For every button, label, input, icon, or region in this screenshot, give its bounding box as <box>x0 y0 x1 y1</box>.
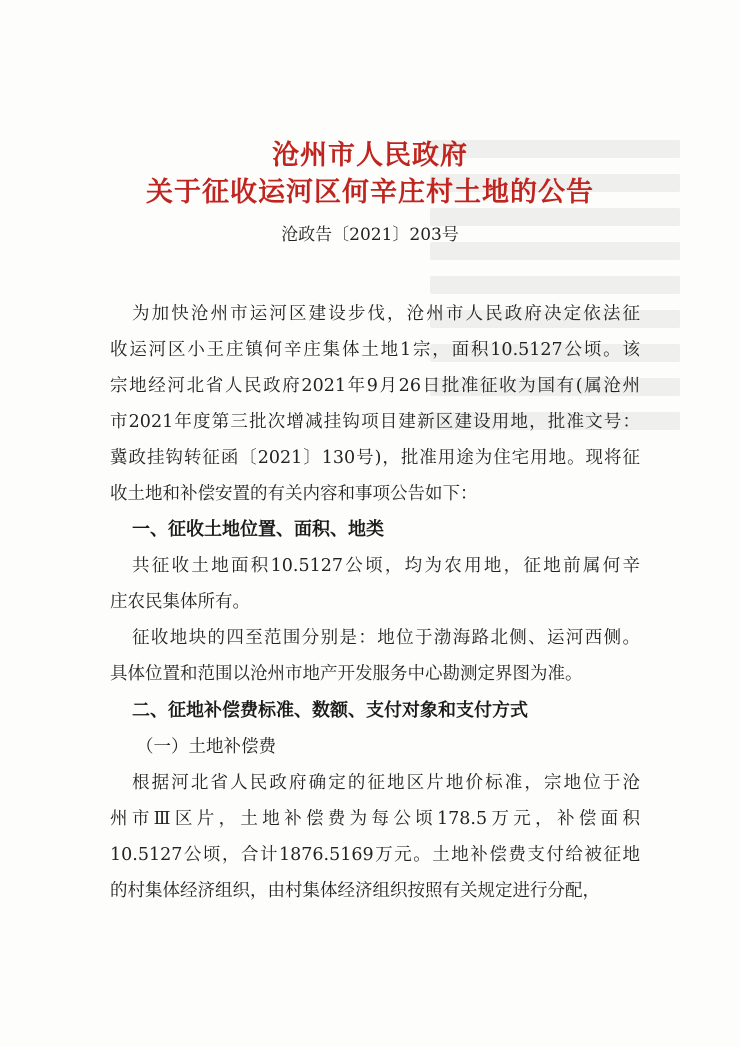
section1-p2-line-1: 征收地块的四至范围分别是：地位于渤海路北侧、运河西侧。 <box>132 628 640 648</box>
intro-line-5: 冀政挂钩转征函〔2021〕130号)，批准用途为住宅用地。现将征 <box>110 448 640 468</box>
section1-p1-line-2: 庄农民集体所有。 <box>110 592 250 612</box>
intro-line-1: 为加快沧州市运河区建设步伐，沧州市人民政府决定依法征 <box>132 304 640 324</box>
intro-line-4: 市2021年度第三批次增减挂钩项目建新区建设用地，批准文号： <box>110 412 640 432</box>
section2-p1-line-3: 10.5127公顷，合计1876.5169万元。土地补偿费支付给被征地 <box>110 845 640 865</box>
section2-p1-line-4: 的村集体经济组织，由村集体经济组织按照有关规定进行分配， <box>110 881 600 901</box>
section2-p1-line-1: 根据河北省人民政府确定的征地区片地价标准，宗地位于沧 <box>132 773 640 793</box>
intro-line-2: 收运河区小王庄镇何辛庄集体土地1宗，面积10.5127公顷。该 <box>110 340 640 360</box>
document-number: 沧政告〔2021〕203号 <box>281 225 459 245</box>
intro-line-3: 宗地经河北省人民政府2021年9月26日批准征收为国有(属沧州 <box>110 376 640 396</box>
section2-sub1-heading: （一）土地补偿费 <box>136 737 276 757</box>
announcement-title: 关于征收运河区何辛庄村土地的公告 <box>146 177 594 208</box>
section1-p2-line-2: 具体位置和范围以沧州市地产开发服务中心勘测定界图为准。 <box>110 664 583 684</box>
issuer-title: 沧州市人民政府 <box>272 140 468 171</box>
intro-line-6: 收土地和补偿安置的有关内容和事项公告如下： <box>110 484 478 504</box>
section1-p1-line-1: 共征收土地面积10.5127公顷，均为农用地，征地前属何辛 <box>132 556 640 576</box>
section1-heading: 一、征收土地位置、面积、地类 <box>132 519 384 540</box>
section2-p1-line-2: 州市Ⅲ区片，土地补偿费为每公顷178.5万元，补偿面积 <box>110 809 640 829</box>
section2-heading: 二、征地补偿费标准、数额、支付对象和支付方式 <box>132 700 528 721</box>
